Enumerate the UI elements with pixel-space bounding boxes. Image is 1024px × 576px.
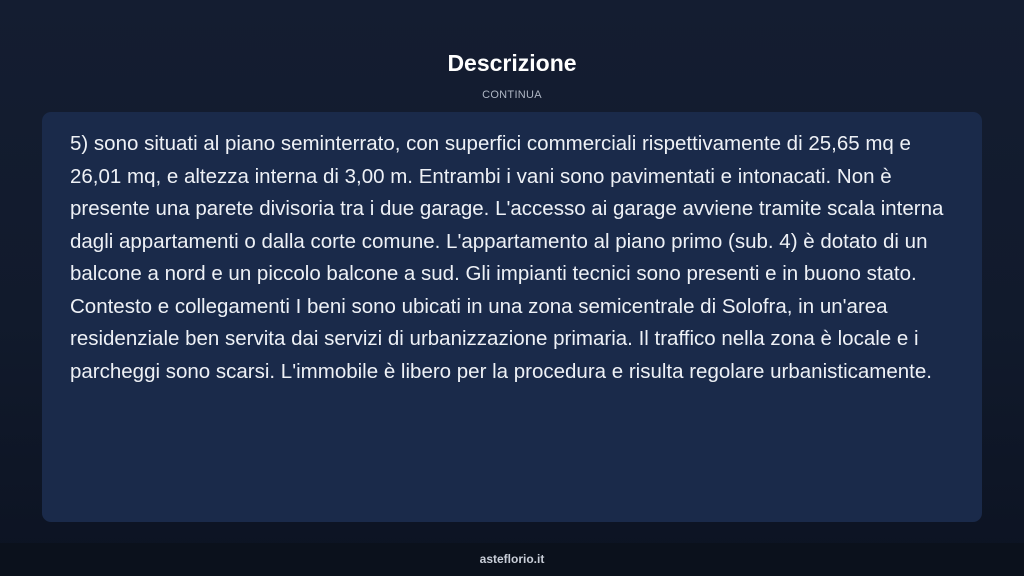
description-card	[42, 112, 982, 522]
footer-bar	[0, 543, 1024, 576]
footer-site-label: asteflorio.it	[479, 552, 545, 566]
page-title: Descrizione	[447, 50, 577, 76]
page-header	[0, 48, 1024, 102]
page-subtitle: CONTINUA	[482, 89, 542, 101]
description-text: 5) sono situati al piano seminterrato, con superfici commerciali rispettivamente di 25,65 mq e 26,01 mq, e altezza interna di 3,00 m. Entrambi i vani sono pavimentati e intonacati. Non è presente una parete divisoria tra i due garage. L'accesso ai garage avviene tramite scala interna dagli appartamenti o dalla corte comune. L'appartamento al piano primo (sub. 4) è dotato di un balcone a nord e un piccolo balcone a sud. Gli impianti tecnici sono presenti e in buono stato. Contesto e collegamenti I beni sono ubicati in una zona semicentrale di Solofra, in un'area residenziale ben servita dai servizi di urbanizzazione primaria. Il traffico nella zona è locale e i parcheggi sono scarsi. L'immobile è libero per la procedura e risulta regolare urbanisticamente.	[70, 132, 944, 383]
